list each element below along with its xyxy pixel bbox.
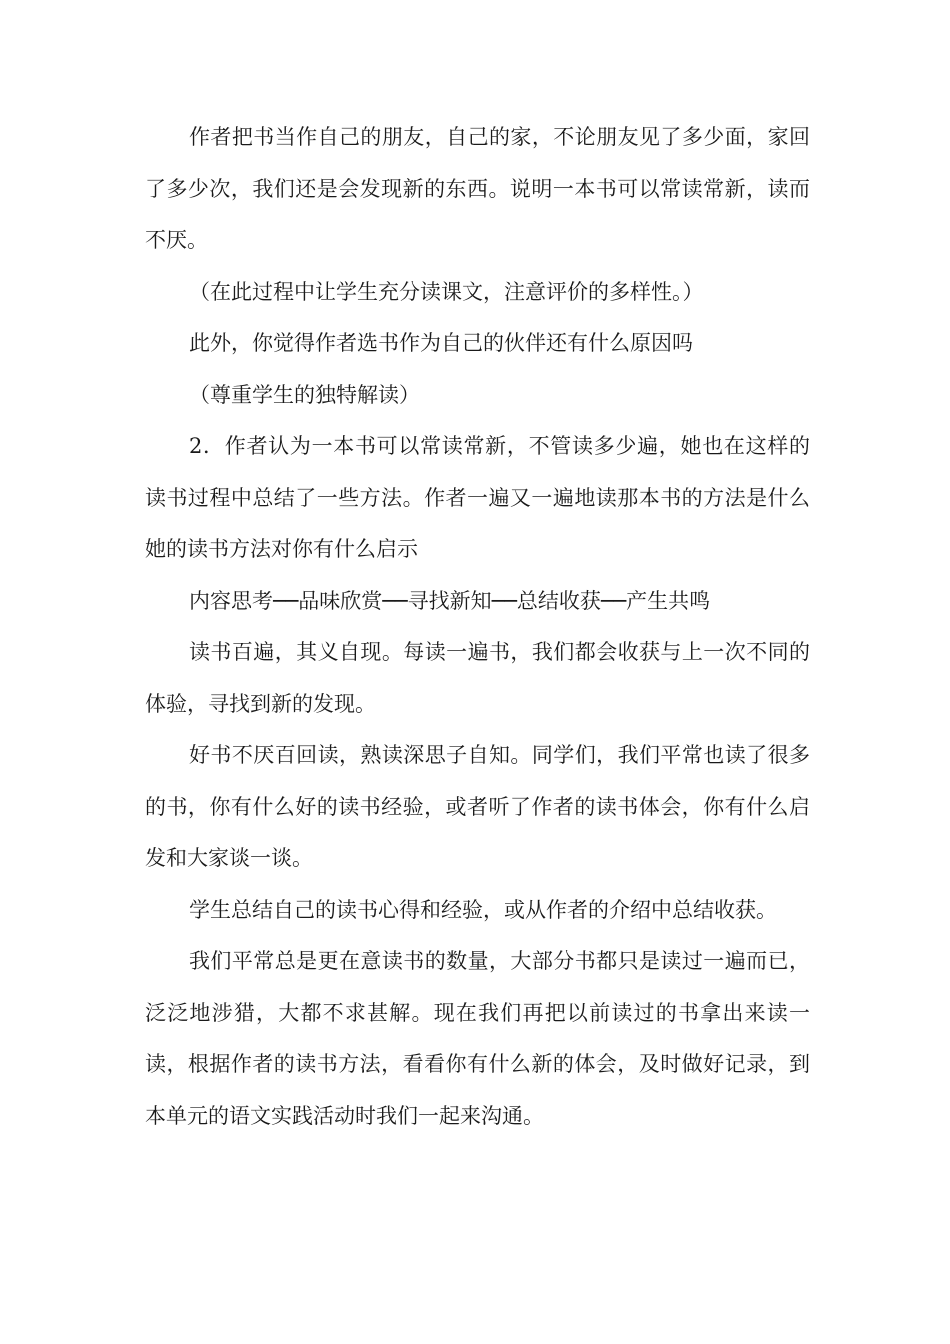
paragraph-reading-quantity: 我们平常总是更在意读书的数量，大部分书都只是读过一遍而已，泛泛地涉猎，大都不求甚解。现在我们再把以前读过的书拿出来读一读，根据作者的读书方法，看看你有什么新的体会，及时做好记录，到本单元的语文实践活动时我们一起来沟通。 bbox=[145, 949, 810, 1128]
paragraph-question-2: 2．作者认为一本书可以常读常新，不管读多少遍，她也在这样的读书过程中总结了一些方法。作者一遍又一遍地读那本书的方法是什么她的读书方法对你有什么启示 bbox=[145, 434, 810, 561]
paragraph-book-as-friend: 作者把书当作自己的朋友，自己的家，不论朋友见了多少面，家回了多少次，我们还是会发现新的东西。说明一本书可以常读常新，读而不厌。 bbox=[145, 125, 810, 252]
paragraph-other-reasons-question: 此外，你觉得作者选书作为自己的伙伴还有什么原因吗 bbox=[189, 331, 693, 355]
paragraph-teacher-note-evaluation: （在此过程中让学生充分读课文，注意评价的多样性。） bbox=[189, 279, 704, 304]
paragraph-students-summarize: 学生总结自己的读书心得和经验，或从作者的介绍中总结收获。 bbox=[189, 897, 777, 922]
paragraph-teacher-note-respect: （尊重学生的独特解读） bbox=[189, 382, 420, 407]
paragraph-good-books: 好书不厌百回读，熟读深思子自知。同学们，我们平常也读了很多的书，你有什么好的读书经验，或者听了作者的读书体会，你有什么启发和大家谈一谈。 bbox=[145, 743, 810, 870]
document-body bbox=[145, 112, 810, 1142]
paragraph-reading-steps: 内容思考──品味欣赏──寻找新知──总结收获──产生共鸣 bbox=[189, 588, 711, 613]
paragraph-read-hundred-times: 读书百遍，其义自现。每读一遍书，我们都会收获与上一次不同的体验，寻找到新的发现。 bbox=[145, 640, 810, 716]
